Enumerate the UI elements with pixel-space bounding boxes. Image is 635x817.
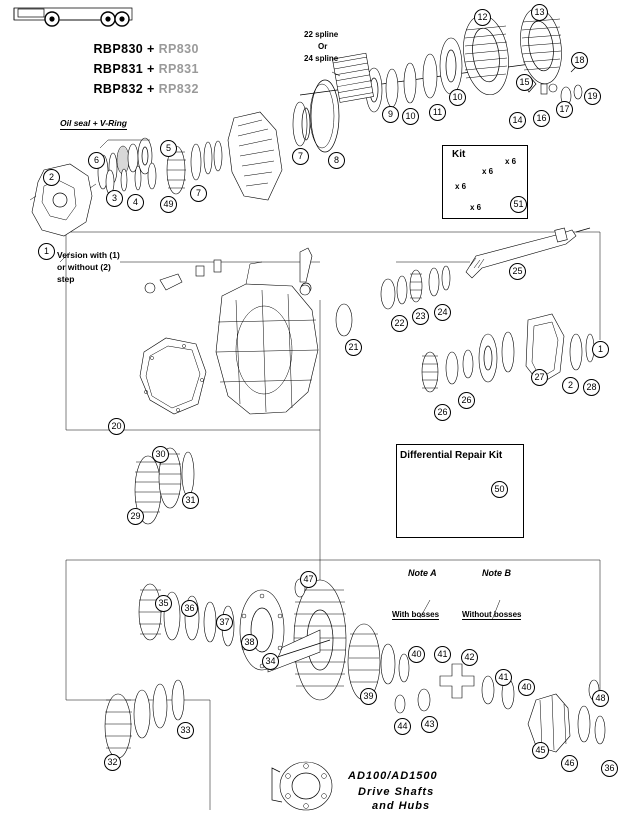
- spline-note-line-1: 22 spline: [304, 30, 339, 39]
- bottom-title-line-1: AD100/AD1500: [348, 770, 438, 782]
- callout-bubble[interactable]: 25: [509, 263, 526, 280]
- callout-bubble[interactable]: 24: [434, 304, 451, 321]
- title-line-3: RBP832 + RP832: [93, 82, 199, 96]
- callout-bubble[interactable]: 15: [516, 74, 533, 91]
- callout-bubble[interactable]: 45: [532, 742, 549, 759]
- kit-qty-a: x 6: [482, 167, 494, 176]
- callout-bubble[interactable]: 2: [43, 169, 60, 186]
- note-b-subtitle: Without bosses: [462, 610, 522, 619]
- callout-bubble[interactable]: 18: [571, 52, 588, 69]
- note-a-title: Note A: [408, 568, 437, 578]
- spline-note-line-3: 24 spline: [304, 54, 339, 63]
- callout-bubble[interactable]: 16: [533, 110, 550, 127]
- note-a-subtitle: With bosses: [392, 610, 440, 619]
- callout-bubble[interactable]: 36: [601, 760, 618, 777]
- callout-bubble[interactable]: 39: [360, 688, 377, 705]
- spline-note-line-2: Or: [318, 42, 328, 51]
- callout-bubble[interactable]: 42: [461, 649, 478, 666]
- mainshaft-assembly-top: [293, 6, 582, 152]
- callout-bubble[interactable]: 44: [394, 718, 411, 735]
- callout-bubble[interactable]: 28: [583, 379, 600, 396]
- callout-bubble[interactable]: 10: [402, 108, 419, 125]
- callout-bubble[interactable]: 7: [292, 148, 309, 165]
- callout-bubble[interactable]: 22: [391, 315, 408, 332]
- callout-bubble[interactable]: 2: [562, 377, 579, 394]
- callout-bubble[interactable]: 48: [592, 690, 609, 707]
- callout-bubble[interactable]: 11: [429, 104, 446, 121]
- callout-bubble[interactable]: 12: [474, 9, 491, 26]
- title-line-1: RBP830 + RP830: [93, 42, 199, 56]
- callout-bubble[interactable]: 35: [155, 595, 172, 612]
- callout-bubble[interactable]: 49: [160, 196, 177, 213]
- callout-bubble[interactable]: 7: [190, 185, 207, 202]
- callout-bubble[interactable]: 41: [495, 669, 512, 686]
- differential-repair-kit-title: Differential Repair Kit: [400, 450, 503, 461]
- oil-seal-note: Oil seal + V-Ring: [60, 118, 127, 128]
- truck-silhouette: [14, 8, 132, 26]
- callout-bubble[interactable]: 9: [382, 106, 399, 123]
- bottom-title-line-2: Drive Shafts: [358, 786, 435, 798]
- kit-qty-d: x 6: [470, 203, 482, 212]
- kit-title: Kit: [452, 149, 466, 160]
- callout-bubble[interactable]: 4: [127, 194, 144, 211]
- kit-qty-c: x 6: [455, 182, 467, 191]
- callout-bubble[interactable]: 23: [412, 308, 429, 325]
- callout-bubble[interactable]: 40: [518, 679, 535, 696]
- callout-bubble[interactable]: 46: [561, 755, 578, 772]
- callout-bubble[interactable]: 17: [556, 101, 573, 118]
- callout-bubble[interactable]: 6: [88, 152, 105, 169]
- callout-bubble[interactable]: 50: [491, 481, 508, 498]
- callout-bubble[interactable]: 5: [160, 140, 177, 157]
- note-b-title: Note B: [482, 568, 511, 578]
- callout-bubble[interactable]: 10: [449, 89, 466, 106]
- version-note-line-1: Version with (1): [57, 250, 120, 260]
- callout-bubble[interactable]: 21: [345, 339, 362, 356]
- callout-bubble[interactable]: 33: [177, 722, 194, 739]
- callout-bubble[interactable]: 29: [127, 508, 144, 525]
- callout-bubble[interactable]: 30: [152, 446, 169, 463]
- callout-bubble[interactable]: 27: [531, 369, 548, 386]
- callout-bubble[interactable]: 20: [108, 418, 125, 435]
- callout-bubble[interactable]: 34: [262, 653, 279, 670]
- version-note-line-3: step: [57, 274, 75, 284]
- callout-bubble[interactable]: 38: [241, 634, 258, 651]
- callout-bubble[interactable]: 8: [328, 152, 345, 169]
- callout-bubble[interactable]: 1: [38, 243, 55, 260]
- callout-bubble[interactable]: 41: [434, 646, 451, 663]
- version-note-line-2: or without (2): [57, 262, 111, 272]
- bearings-row-mid: [381, 266, 594, 392]
- drive-shaft-25: [466, 228, 590, 278]
- callout-bubble[interactable]: 14: [509, 112, 526, 129]
- callout-bubble[interactable]: 51: [510, 196, 527, 213]
- callout-bubble[interactable]: 31: [182, 492, 199, 509]
- callout-bubble[interactable]: 13: [531, 4, 548, 21]
- bottom-title-line-3: and Hubs: [372, 800, 431, 812]
- callout-bubble[interactable]: 37: [216, 614, 233, 631]
- callout-bubble[interactable]: 36: [181, 600, 198, 617]
- callout-bubble[interactable]: 19: [584, 88, 601, 105]
- callout-bubble[interactable]: 43: [421, 716, 438, 733]
- callout-bubble[interactable]: 47: [300, 571, 317, 588]
- callout-bubble[interactable]: 40: [408, 646, 425, 663]
- callout-bubble[interactable]: 32: [104, 754, 121, 771]
- kit-qty-b: x 6: [505, 157, 517, 166]
- title-line-2: RBP831 + RP831: [93, 62, 199, 76]
- callout-bubble[interactable]: 3: [106, 190, 123, 207]
- front-housing-assembly: [30, 112, 282, 236]
- callout-bubble[interactable]: 1: [592, 341, 609, 358]
- callout-bubble[interactable]: 26: [458, 392, 475, 409]
- callout-bubble[interactable]: 26: [434, 404, 451, 421]
